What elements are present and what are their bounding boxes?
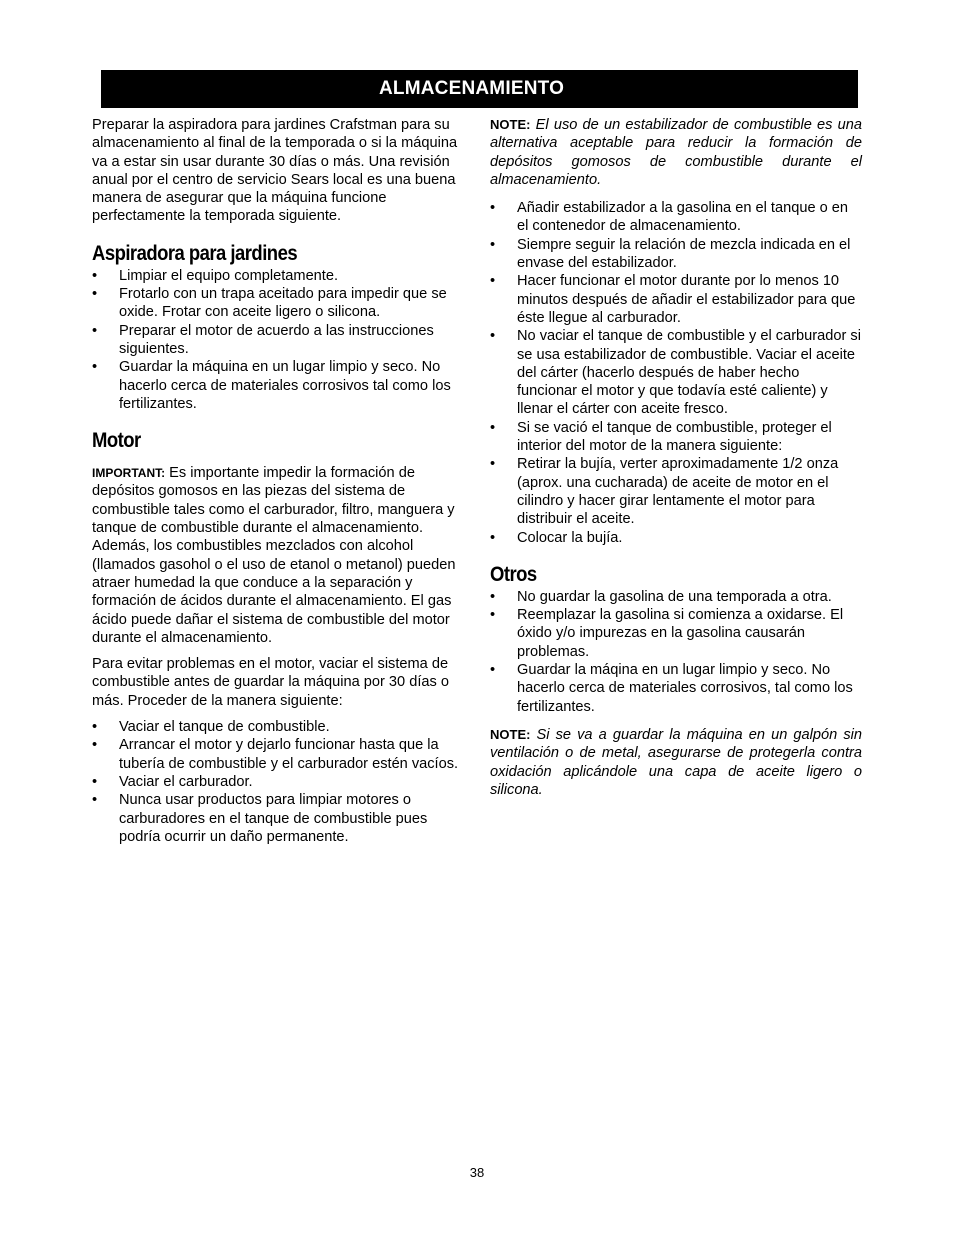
list-item: • Hacer funcionar el motor durante por lo menos 10 minutos después de añadir el estabilizador para que éste llegue al carburador. bbox=[490, 272, 862, 327]
list-item: • Preparar el motor de acuerdo a las instrucciones siguientes. bbox=[92, 322, 462, 359]
note-storage bbox=[490, 726, 862, 799]
list-item: • Añadir estabilizador a la gasolina en el tanque o en el contenedor de almacenamiento. bbox=[490, 199, 862, 236]
list-item: • Limpiar el equipo completamente. bbox=[92, 267, 462, 285]
heading-otros: Otros bbox=[490, 562, 537, 586]
para-evitar-paragraph: Para evitar problemas en el motor, vaciar el sistema de combustible antes de guardar la máquina por 30 días o más. Proceder de la manera siguiente: bbox=[92, 656, 449, 709]
heading-motor: Motor bbox=[92, 429, 141, 453]
list-item: • Guardar la máqina en un lugar limpio y seco. No hacerlo cerca de materiales corrosivos, tal como los fertilizantes. bbox=[490, 661, 862, 716]
important-label: IMPORTANT: bbox=[92, 466, 166, 481]
list-item: • Si se vació el tanque de combustible, proteger el interior del motor de la manera siguiente: bbox=[490, 419, 862, 456]
list-item: • Nunca usar productos para limpiar motores o carburadores en el tanque de combustible pues podría ocurrir un daño permanente. bbox=[92, 791, 462, 846]
list-item: • Vaciar el carburador. bbox=[92, 773, 462, 791]
list-stabilizer bbox=[490, 199, 862, 547]
list-item: • Retirar la bujía, verter aproximadamente 1/2 onza (aprox. una cucharada) de aceite de motor en el cilindro y hacer girar lentamente el motor para distribuir el aceite. bbox=[490, 455, 862, 528]
note-text: El uso de un estabilizador de combustible es una alternativa aceptable para reducir la formación de depósitos gomosos de combustible durante el almacenamiento. bbox=[490, 117, 862, 188]
list-aspiradora bbox=[92, 267, 462, 413]
heading-aspiradora: Aspiradora para jardines bbox=[92, 241, 298, 265]
note-label: NOTE: bbox=[490, 117, 531, 132]
page-number: 38 bbox=[469, 1165, 485, 1180]
list-item: • Arrancar el motor y dejarlo funcionar hasta que la tubería de combustible y el carburador estén vacíos. bbox=[92, 736, 462, 773]
intro-paragraph: Preparar la aspiradora para jardines Crafstman para su almacenamiento al final de la temporada o si la máquina va a estar sin usar durante 30 días o más. Una revisión anual por el centro de servicio Sears local es una buena manera de asegurar que la máquina funcione perfectamente la temporada siguiente. bbox=[92, 117, 458, 225]
list-item: • Vaciar el tanque de combustible. bbox=[92, 718, 462, 736]
list-item: • No guardar la gasolina de una temporada a otra. bbox=[490, 588, 862, 606]
right-column bbox=[490, 116, 862, 799]
list-motor bbox=[92, 718, 462, 846]
list-item: • No vaciar el tanque de combustible y el carburador si se usa estabilizador de combustible. Vaciar el aceite del cárter (hacerlo después de haber hecho funcionar el motor y que todavía esté caliente) y llenar el cárter con aceite fresco. bbox=[490, 327, 862, 418]
note-stabilizer bbox=[490, 116, 862, 189]
list-item: • Frotarlo con un trapa aceitado para impedir que se oxide. Frotar con aceite ligero o silicona. bbox=[92, 285, 462, 322]
banner-title: ALMACENAMIENTO bbox=[379, 78, 565, 99]
list-item: • Reemplazar la gasolina si comienza a oxidarse. El óxido y/o impurezas en la gasolina causarán problemas. bbox=[490, 606, 862, 661]
important-text: Es importante impedir la formación de depósitos gomosos en las piezas del sistema de combustible tales como el carburador, filtro, manguera y tanque de combustible durante el almacenamiento. Además, los combustibles mezclados con alcohol (llamados gasohol o el uso de etanol o metanol) pueden atraer humedad la que conduce a la separación y formación de ácidos durante el almacenamiento. El gas ácido puede dañar el sistema de combustible del motor durante el almacenamiento. bbox=[92, 465, 456, 646]
section-banner bbox=[101, 70, 858, 108]
note-text: Si se va a guardar la máquina en un galpón sin ventilación o de metal, asegurarse de protegerla contra oxidación aplicándole una capa de aceite ligero o silicona. bbox=[490, 726, 862, 798]
list-item: • Guardar la máquina en un lugar limpio y seco. No hacerlo cerca de materiales corrosivos tal como los fertilizantes. bbox=[92, 358, 462, 413]
list-item: • Siempre seguir la relación de mezcla indicada en el envase del estabilizador. bbox=[490, 236, 862, 273]
important-paragraph bbox=[92, 464, 462, 647]
list-otros bbox=[490, 588, 862, 716]
left-column bbox=[92, 116, 462, 846]
note-label: NOTE: bbox=[490, 726, 531, 742]
list-item: • Colocar la bujía. bbox=[490, 529, 862, 547]
